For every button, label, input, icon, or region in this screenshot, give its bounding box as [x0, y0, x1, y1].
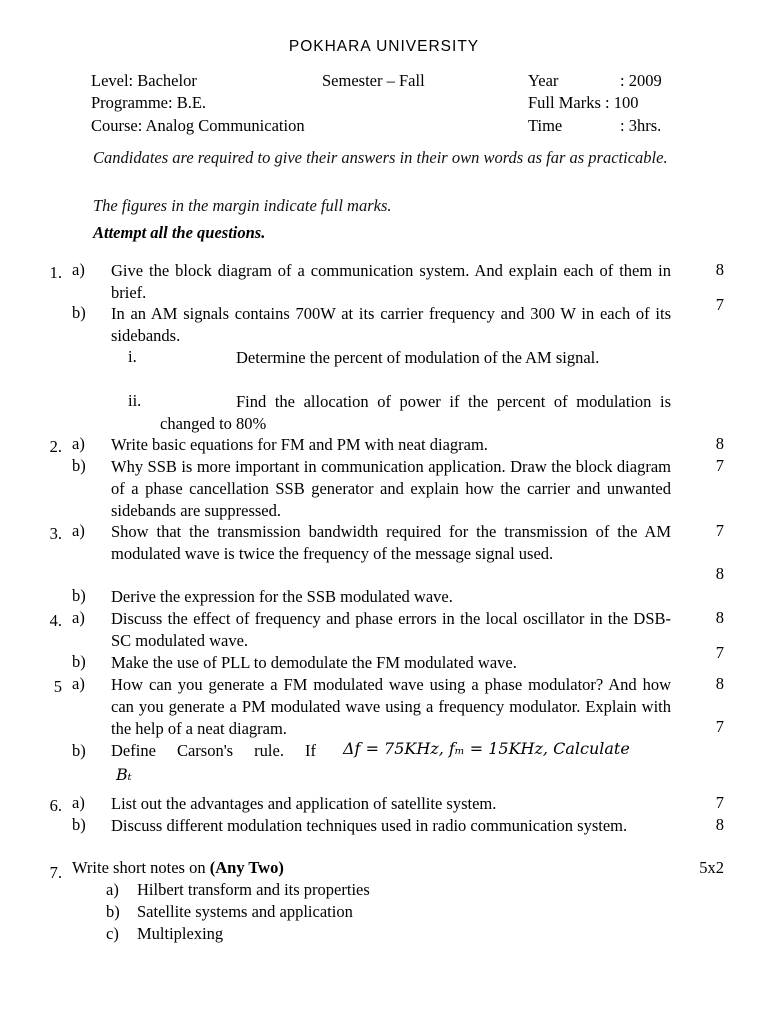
university-title: POKHARA UNIVERSITY	[288, 38, 480, 55]
short-note-label: b)	[106, 902, 120, 921]
part-label: b)	[72, 456, 86, 475]
part-label: b)	[72, 815, 86, 834]
question-number: 6.	[49, 796, 62, 815]
part-label: a)	[72, 674, 85, 693]
part-label: b)	[72, 586, 86, 605]
question-text: Why SSB is more important in communication application. Draw the block diagram of a phase cancellation SSB generator and explain how the carrier and unwanted sidebands are suppressed.	[111, 457, 671, 520]
question-text: Discuss different modulation techniques used in radio communication system.	[111, 816, 628, 835]
part-label: a)	[72, 793, 85, 812]
question-number: 1.	[49, 263, 62, 282]
part-label: a)	[72, 260, 85, 279]
question-text: How can you generate a FM modulated wave using a phase modulator? And how can you generate a PM modulated wave using a frequency modulator. Explain with the help of a neat diagram.	[111, 675, 671, 738]
part-label: a)	[72, 521, 85, 540]
marks: 8	[715, 815, 724, 834]
instruction-attempt-all: Attempt all the questions.	[93, 223, 266, 242]
part-label: a)	[72, 434, 85, 453]
marks: 5x2	[699, 858, 724, 877]
time-value: : 3hrs.	[620, 116, 662, 135]
short-notes-heading	[72, 858, 284, 878]
level-label: Level: Bachelor	[91, 71, 197, 90]
question-text: Discuss the effect of frequency and phase errors in the local oscillator in the DSB-SC modulated wave.	[111, 609, 671, 650]
subpart-label: i.	[128, 347, 137, 366]
marks: 7	[715, 643, 724, 662]
marks: 8	[715, 564, 724, 583]
marks: 7	[715, 521, 724, 540]
time-label: Time	[528, 116, 563, 135]
bandwidth-symbol: Bₜ	[116, 765, 132, 784]
marks: 8	[715, 260, 724, 279]
question-text: Show that the transmission bandwidth required for the transmission of the AM modulated wave is twice the frequency of the message signal used.	[111, 522, 671, 563]
short-notes-intro: Write short notes on	[72, 858, 206, 877]
short-note-text: Hilbert transform and its properties	[137, 880, 370, 899]
marks: 7	[715, 793, 724, 812]
question-text: In an AM signals contains 700W at its carrier frequency and 300 W in each of its sidebands.	[111, 304, 671, 345]
question-text: List out the advantages and application of satellite system.	[111, 794, 497, 813]
question-number: 5	[53, 677, 62, 696]
year-value: : 2009	[620, 71, 662, 90]
instruction-marks: The figures in the margin indicate full marks.	[93, 196, 392, 215]
instruction-answers: Candidates are required to give their answers in their own words as far as practicable.	[93, 148, 668, 167]
short-notes-choice: (Any Two)	[209, 858, 284, 877]
marks: 8	[715, 608, 724, 627]
question-text: Give the block diagram of a communication system. And explain each of them in brief.	[111, 261, 671, 302]
marks: 7	[715, 456, 724, 475]
marks: 8	[715, 434, 724, 453]
subpart-label: ii.	[128, 391, 142, 410]
programme-label: Programme: B.E.	[91, 93, 207, 112]
semester-label: Semester – Fall	[322, 71, 425, 90]
full-marks-label: Full Marks : 100	[528, 93, 639, 112]
short-note-text: Multiplexing	[137, 924, 224, 943]
short-note-label: c)	[106, 924, 119, 943]
question-text: Define Carson's rule. If	[111, 741, 316, 760]
marks: 7	[715, 295, 724, 314]
part-label: a)	[72, 608, 85, 627]
question-text: Make the use of PLL to demodulate the FM modulated wave.	[111, 653, 517, 672]
question-number: 7.	[49, 863, 62, 882]
question-text: Write basic equations for FM and PM with neat diagram.	[111, 435, 488, 454]
part-label: b)	[72, 303, 86, 322]
question-number: 4.	[49, 611, 62, 630]
short-note-text: Satellite systems and application	[137, 902, 353, 921]
marks: 8	[715, 674, 724, 693]
carson-formula: Δf = 75KHz, fₘ = 15KHz, Calculate	[343, 739, 630, 758]
subpart-text: Find the allocation of power if the percent of modulation is changed to 80%	[160, 392, 671, 433]
question-number: 2.	[49, 437, 62, 456]
short-note-label: a)	[106, 880, 119, 899]
part-label: b)	[72, 652, 86, 671]
question-text: Derive the expression for the SSB modulated wave.	[111, 587, 453, 606]
year-label: Year	[528, 71, 559, 90]
subpart-text: Determine the percent of modulation of the AM signal.	[236, 348, 600, 367]
part-label: b)	[72, 741, 86, 760]
course-label: Course: Analog Communication	[91, 116, 305, 135]
question-number: 3.	[49, 524, 62, 543]
marks: 7	[715, 717, 724, 736]
